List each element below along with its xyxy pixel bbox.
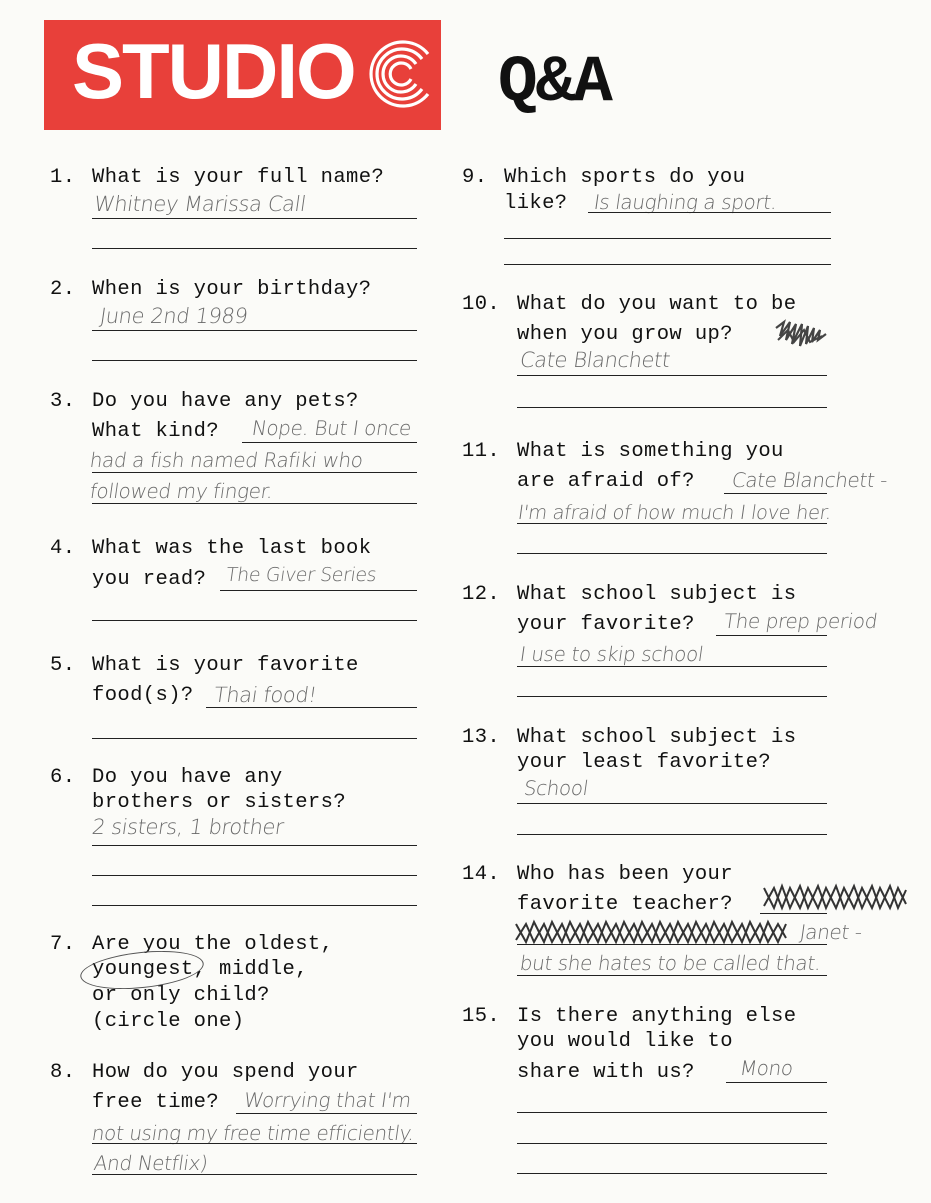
answer-3-line-1: Nope. But I once	[250, 416, 413, 440]
answer-10: Cate Blanchett	[518, 348, 672, 372]
answer-line	[92, 472, 417, 473]
answer-8-line-2: not using my free time efficiently.	[90, 1121, 416, 1145]
answer-15: Mono	[738, 1056, 795, 1080]
answer-line	[92, 845, 417, 846]
answer-line	[92, 1174, 417, 1175]
answer-14-line-1: Janet -	[798, 920, 864, 944]
answer-line	[716, 635, 827, 636]
answer-line	[92, 248, 417, 249]
question-10-text-line-1: What do you want to be	[517, 293, 797, 316]
question-12-text-line-1: What school subject is	[517, 583, 797, 606]
question-2-text: When is your birthday?	[92, 278, 372, 301]
answer-8-line-3: And Netflix)	[92, 1151, 210, 1175]
answer-line	[517, 1173, 827, 1174]
question-5-text-line-1: What is your favorite	[92, 654, 359, 677]
answer-1: Whitney Marissa Call	[92, 192, 308, 216]
question-15-text-line-3: share with us?	[517, 1061, 695, 1084]
answer-12-line-1: The prep period	[722, 609, 879, 633]
question-11-number: 11.	[462, 440, 501, 463]
answer-line	[92, 875, 417, 876]
answer-6: 2 sisters, 1 brother	[90, 815, 286, 839]
answer-8-line-1: Worrying that I'm	[242, 1088, 413, 1112]
answer-14-line-2: but she hates to be called that.	[518, 951, 823, 975]
question-15-number: 15.	[462, 1005, 501, 1028]
answer-line	[517, 975, 827, 976]
answer-line	[92, 218, 417, 219]
question-4-text-line-2: you read?	[92, 568, 207, 591]
answer-line	[517, 553, 827, 554]
question-3-text-line-1: Do you have any pets?	[92, 390, 359, 413]
answer-12-line-2: I use to skip school	[518, 642, 705, 666]
answer-3-line-3: followed my finger.	[88, 479, 275, 503]
question-13-text-line-1: What school subject is	[517, 726, 797, 749]
question-10-number: 10.	[462, 293, 501, 316]
answer-line	[517, 1112, 827, 1113]
answer-11-line-2: I'm afraid of how much I love her.	[516, 501, 834, 524]
question-3-number: 3.	[50, 390, 76, 413]
answer-line	[504, 264, 831, 265]
question-6-number: 6.	[50, 766, 76, 789]
question-10-text-line-2: when you grow up?	[517, 323, 733, 346]
answer-line	[517, 375, 827, 376]
question-5-text-line-2: food(s)?	[92, 684, 194, 707]
answer-line	[517, 407, 827, 408]
answer-2: June 2nd 1989	[98, 304, 250, 328]
question-8-number: 8.	[50, 1061, 76, 1084]
question-7-text-line-3: or only child?	[92, 984, 270, 1007]
answer-5: Thai food!	[212, 683, 319, 707]
question-7-text-line-4: (circle one)	[92, 1010, 245, 1033]
question-7-number: 7.	[50, 933, 76, 956]
question-12-text-line-2: your favorite?	[517, 613, 695, 636]
question-14-text-line-1: Who has been your	[517, 863, 733, 886]
answer-line	[760, 913, 827, 914]
logo-brand-text: STUDIO	[72, 27, 355, 115]
answer-line	[92, 905, 417, 906]
question-14-text-line-2: favorite teacher?	[517, 893, 733, 916]
question-11-text-line-1: What is something you	[517, 440, 784, 463]
question-1-text: What is your full name?	[92, 166, 385, 189]
answer-11-line-1: Cate Blanchett -	[730, 468, 889, 492]
question-4-number: 4.	[50, 537, 76, 560]
question-6-text-line-2: brothers or sisters?	[92, 791, 347, 814]
answer-3-line-2: had a fish named Rafiki who	[88, 448, 365, 472]
question-7-text-line-2: youngest, middle,	[92, 958, 308, 981]
answer-line	[92, 360, 417, 361]
answer-line	[236, 1113, 417, 1114]
question-6-text-line-1: Do you have any	[92, 766, 283, 789]
question-9-text-line-1: Which sports do you	[504, 166, 746, 189]
question-8-text-line-2: free time?	[92, 1091, 220, 1114]
answer-line	[92, 738, 417, 739]
answer-line	[504, 238, 831, 239]
question-9-number: 9.	[462, 166, 488, 189]
answer-13: School	[522, 776, 590, 800]
answer-line	[92, 330, 417, 331]
answer-line	[517, 696, 827, 697]
answer-4: The Giver Series	[224, 564, 378, 586]
answer-line	[220, 590, 417, 591]
question-13-number: 13.	[462, 726, 501, 749]
page-title: Q&A	[498, 45, 611, 120]
answer-line	[724, 493, 827, 494]
answer-line	[206, 707, 417, 708]
answer-line	[726, 1082, 827, 1083]
answer-9: Is laughing a sport.	[592, 190, 779, 214]
question-1-number: 1.	[50, 166, 76, 189]
answer-line	[517, 523, 827, 524]
question-7-text-line-1: Are you the oldest,	[92, 933, 334, 956]
answer-line	[517, 803, 827, 804]
question-2-number: 2.	[50, 278, 76, 301]
c-logo-icon	[366, 38, 438, 110]
answer-line	[242, 442, 417, 443]
question-15-text-line-2: you would like to	[517, 1030, 733, 1053]
question-3-text-line-2: What kind?	[92, 420, 220, 443]
question-5-number: 5.	[50, 654, 76, 677]
question-11-text-line-2: are afraid of?	[517, 470, 695, 493]
question-13-text-line-2: your least favorite?	[517, 751, 772, 774]
question-12-number: 12.	[462, 583, 501, 606]
question-9-text-line-2: like?	[504, 192, 568, 215]
scribble-mark	[760, 880, 908, 916]
studio-c-logo	[44, 20, 441, 130]
question-8-text-line-1: How do you spend your	[92, 1061, 359, 1084]
answer-line	[517, 666, 827, 667]
answer-line	[517, 944, 827, 945]
answer-line	[588, 212, 831, 213]
answer-line	[517, 834, 827, 835]
answer-line	[92, 503, 417, 504]
question-15-text-line-1: Is there anything else	[517, 1005, 797, 1028]
question-4-text-line-1: What was the last book	[92, 537, 372, 560]
scribble-mark	[774, 318, 828, 354]
answer-line	[92, 1143, 417, 1144]
question-14-number: 14.	[462, 863, 501, 886]
answer-line	[92, 620, 417, 621]
answer-line	[517, 1143, 827, 1144]
